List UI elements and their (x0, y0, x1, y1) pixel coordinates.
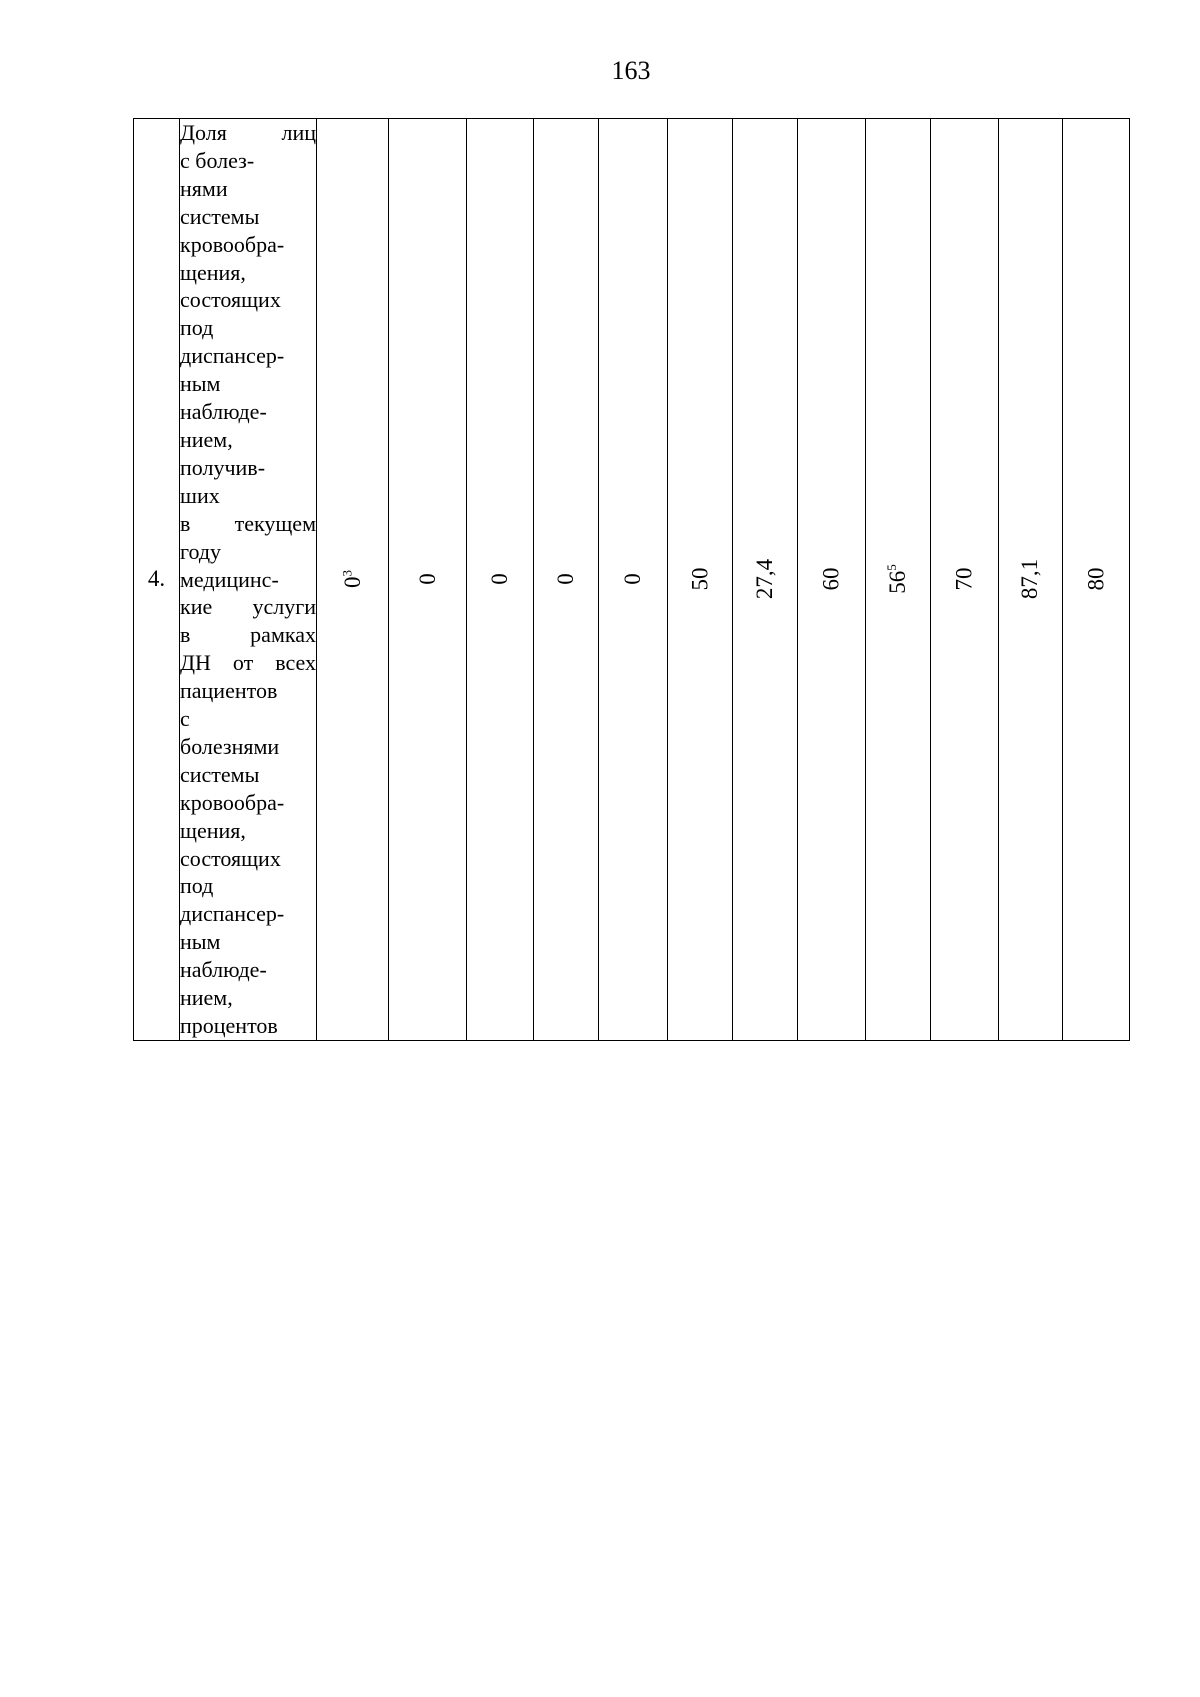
value-cell (389, 119, 467, 1041)
description-line: состоящих (180, 845, 281, 871)
description-line: Доля лиц (180, 120, 316, 145)
description-line: нями (180, 175, 228, 201)
footnote-mark: 5 (884, 564, 900, 572)
value-text: 70 (951, 567, 977, 591)
indicator-description-cell (180, 119, 317, 1041)
value-cell (866, 119, 931, 1041)
value-text: 27,4 (752, 559, 777, 600)
description-line: процентов (180, 1013, 278, 1038)
value-text: $56^5$ (884, 564, 910, 595)
description-line: ших (180, 482, 220, 508)
page-number: 163 (611, 56, 651, 85)
value-cell (668, 119, 733, 1041)
description-line: наблюде- (180, 399, 267, 425)
description-line: болезнями (180, 733, 280, 759)
table-row (134, 119, 1130, 1041)
value-cell (798, 119, 866, 1041)
description-line: получив- (180, 454, 266, 480)
row-index: 4. (147, 566, 166, 592)
description-line: наблюде- (180, 957, 267, 983)
description-line: щения, (180, 817, 246, 843)
footnote-mark: 3 (338, 570, 354, 577)
value-text: 0 (553, 573, 578, 586)
value-cell (317, 119, 389, 1041)
value-cell (599, 119, 668, 1041)
value-cell (534, 119, 599, 1041)
description-line: диспансер- (180, 343, 285, 369)
description-line: ным (180, 371, 221, 397)
value-cell (1063, 119, 1130, 1041)
description-line: под (180, 315, 214, 341)
description-line: году (180, 538, 222, 564)
indicator-description (180, 119, 316, 1040)
value-text: 80 (1083, 567, 1108, 591)
description-line: кровообра- (180, 789, 285, 815)
description-line: ДН от всех (180, 650, 316, 676)
description-line: медицинс- (180, 566, 279, 592)
value-text: 50 (687, 567, 712, 591)
indicator-table (133, 118, 1130, 1041)
description-line: щения, (180, 259, 246, 285)
description-line: с болез- (180, 147, 255, 173)
value-text: 60 (818, 567, 844, 591)
description-line: нием, (180, 985, 233, 1011)
value-text: 0 (414, 573, 440, 586)
value-text: $0^3$ (338, 570, 365, 589)
description-line: кие услуги (180, 594, 316, 620)
description-line: диспансер- (180, 901, 285, 927)
description-line: кровообра- (180, 231, 285, 257)
row-index-cell (134, 119, 180, 1041)
description-line: пациентов (180, 678, 278, 704)
description-line: с (180, 706, 190, 732)
description-line: системы (180, 761, 260, 787)
value-cell (999, 119, 1063, 1041)
description-line: под (180, 873, 214, 899)
value-cell (931, 119, 999, 1041)
value-text: 0 (487, 573, 512, 586)
description-line: ным (180, 929, 221, 955)
description-line: нием, (180, 426, 233, 452)
value-text: 87,1 (1017, 559, 1043, 600)
value-text: 0 (620, 573, 645, 586)
value-cell (467, 119, 534, 1041)
description-line: состоящих (180, 287, 281, 313)
description-line: системы (180, 203, 260, 229)
description-line: в рамках (180, 622, 316, 648)
description-line: в текущем (180, 510, 316, 536)
value-cell (733, 119, 798, 1041)
